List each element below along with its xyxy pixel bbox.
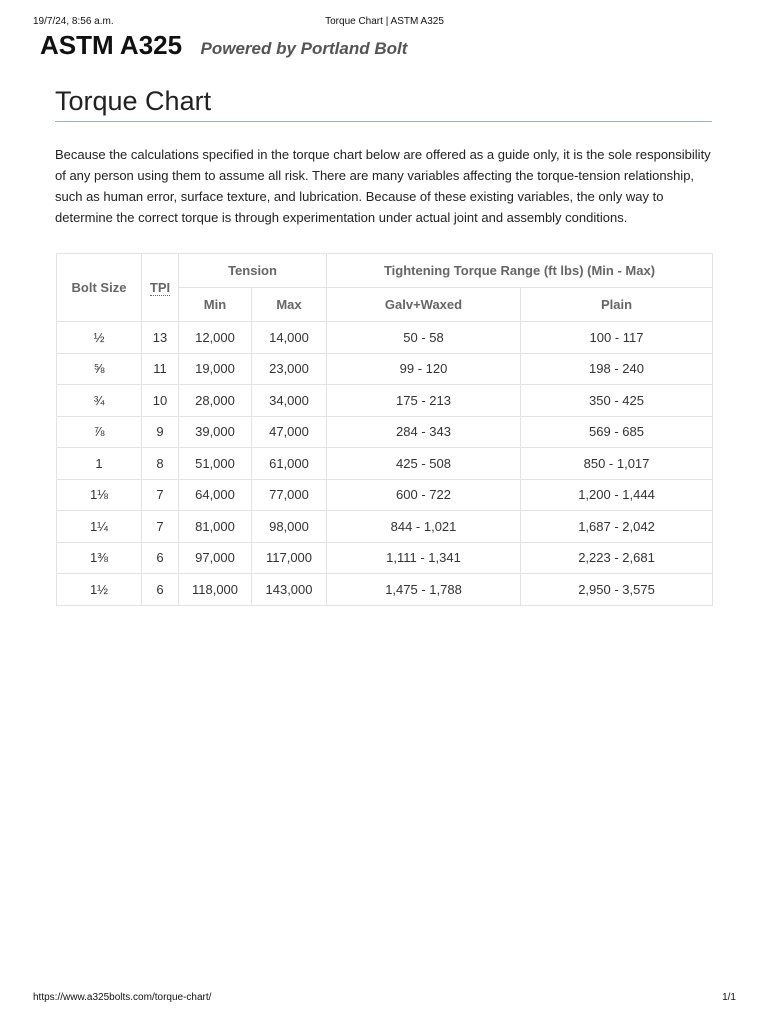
cell-tension-min: 118,000: [179, 574, 252, 606]
cell-plain: 2,223 - 2,681: [521, 542, 713, 574]
cell-galv-waxed: 284 - 343: [327, 416, 521, 448]
cell-tpi: 6: [142, 574, 179, 606]
cell-tpi: 6: [142, 542, 179, 574]
cell-tpi: 8: [142, 448, 179, 480]
cell-bolt-size: 1⅛: [57, 479, 142, 511]
header-bolt-size: Bolt Size: [57, 254, 142, 322]
cell-tension-max: 23,000: [252, 353, 327, 385]
tpi-abbreviation[interactable]: TPI: [149, 280, 171, 295]
cell-bolt-size: 1½: [57, 574, 142, 606]
table-row: [57, 511, 713, 543]
table-row: [57, 542, 713, 574]
cell-galv-waxed: 99 - 120: [327, 353, 521, 385]
cell-tension-max: 117,000: [252, 542, 327, 574]
cell-plain: 850 - 1,017: [521, 448, 713, 480]
cell-tension-max: 77,000: [252, 479, 327, 511]
header-tension-max: Max: [252, 288, 327, 322]
site-brand: [40, 30, 407, 61]
cell-tpi: 10: [142, 385, 179, 417]
site-tagline: Powered by Portland Bolt: [200, 39, 408, 58]
header-galv-waxed: Galv+Waxed: [327, 288, 521, 322]
table-row: [57, 574, 713, 606]
cell-plain: 1,200 - 1,444: [521, 479, 713, 511]
cell-bolt-size: 1: [57, 448, 142, 480]
cell-tpi: 13: [142, 322, 179, 354]
cell-tension-max: 34,000: [252, 385, 327, 417]
cell-tension-max: 61,000: [252, 448, 327, 480]
cell-bolt-size: 1⅜: [57, 542, 142, 574]
cell-plain: 1,687 - 2,042: [521, 511, 713, 543]
page-number: 1/1: [722, 992, 736, 1003]
cell-tension-min: 64,000: [179, 479, 252, 511]
cell-galv-waxed: 1,111 - 1,341: [327, 542, 521, 574]
print-document-title: Torque Chart | ASTM A325: [325, 16, 444, 27]
cell-tension-min: 19,000: [179, 353, 252, 385]
cell-bolt-size: ⅝: [57, 353, 142, 385]
cell-galv-waxed: 175 - 213: [327, 385, 521, 417]
page-url: https://www.a325bolts.com/torque-chart/: [33, 992, 212, 1003]
cell-bolt-size: ¾: [57, 385, 142, 417]
header-tension-min: Min: [179, 288, 252, 322]
cell-bolt-size: ⅞: [57, 416, 142, 448]
table-row: [57, 385, 713, 417]
cell-plain: 569 - 685: [521, 416, 713, 448]
table-row: [57, 353, 713, 385]
header-tension: Tension: [179, 254, 327, 288]
cell-bolt-size: 1¼: [57, 511, 142, 543]
print-timestamp: 19/7/24, 8:56 a.m.: [33, 16, 114, 27]
cell-tension-max: 143,000: [252, 574, 327, 606]
table-header-row: [57, 254, 713, 288]
cell-plain: 2,950 - 3,575: [521, 574, 713, 606]
cell-plain: 350 - 425: [521, 385, 713, 417]
cell-tpi: 7: [142, 479, 179, 511]
site-name-link[interactable]: ASTM A325: [40, 30, 183, 60]
header-plain: Plain: [521, 288, 713, 322]
cell-galv-waxed: 844 - 1,021: [327, 511, 521, 543]
torque-chart-table: [56, 253, 713, 606]
cell-plain: 198 - 240: [521, 353, 713, 385]
cell-tension-min: 97,000: [179, 542, 252, 574]
table-row: [57, 322, 713, 354]
table-row: [57, 416, 713, 448]
cell-tension-max: 14,000: [252, 322, 327, 354]
cell-tension-min: 81,000: [179, 511, 252, 543]
cell-tension-min: 51,000: [179, 448, 252, 480]
print-footer: [33, 992, 736, 1006]
table-row: [57, 479, 713, 511]
cell-galv-waxed: 600 - 722: [327, 479, 521, 511]
intro-paragraph: Because the calculations specified in the torque chart below are offered as a guide only, it is the sole responsibility of any person using them to assume all risk. There are many variables affecting the torque-tension relationship, such as human error, surface texture, and lubrication. Because of these existing variables, the only way to determine the correct torque is through experimentation under actual joint and assembly conditions.: [55, 147, 711, 225]
cell-tension-max: 98,000: [252, 511, 327, 543]
cell-galv-waxed: 1,475 - 1,788: [327, 574, 521, 606]
cell-bolt-size: ½: [57, 322, 142, 354]
page-title: Torque Chart: [55, 86, 712, 122]
cell-tpi: 7: [142, 511, 179, 543]
cell-galv-waxed: 425 - 508: [327, 448, 521, 480]
cell-tension-min: 12,000: [179, 322, 252, 354]
print-header: [33, 16, 736, 30]
cell-tension-min: 39,000: [179, 416, 252, 448]
header-tpi: [142, 254, 179, 322]
cell-plain: 100 - 117: [521, 322, 713, 354]
cell-tpi: 9: [142, 416, 179, 448]
cell-tpi: 11: [142, 353, 179, 385]
table-row: [57, 448, 713, 480]
header-torque-range: Tightening Torque Range (ft lbs) (Min - Max): [327, 254, 713, 288]
cell-tension-min: 28,000: [179, 385, 252, 417]
cell-galv-waxed: 50 - 58: [327, 322, 521, 354]
cell-tension-max: 47,000: [252, 416, 327, 448]
